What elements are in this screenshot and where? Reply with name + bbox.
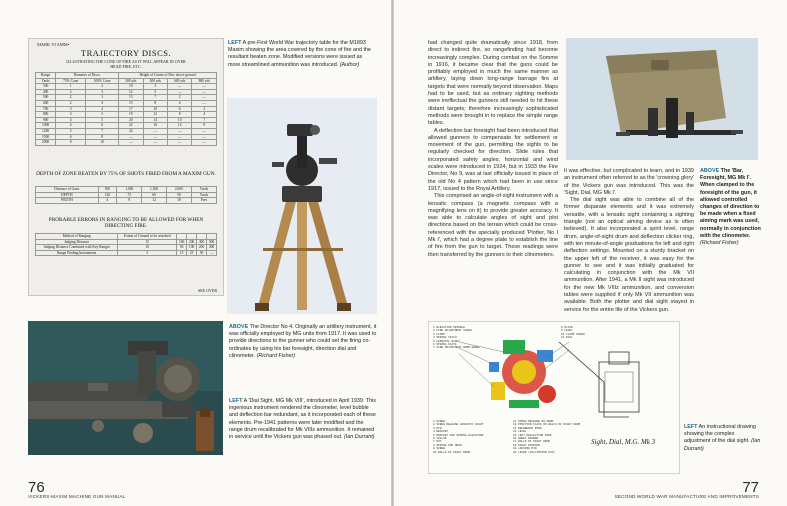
caption-lead: LEFT <box>229 398 243 404</box>
table-cell: Yards <box>191 187 216 193</box>
legend-item: 9 SCREW <box>433 447 445 451</box>
legend-item: 5 BRACKET FOR SPRING ELEVATION <box>433 433 484 437</box>
legend-item: 7 FINE ADJUSTMENT WORM WHEEL <box>433 346 480 350</box>
col-head: Yards <box>36 78 56 84</box>
col-head: 300 yds <box>119 78 143 84</box>
table-cell: 3 <box>56 106 86 112</box>
table-cell: 2 <box>56 100 86 106</box>
table-cell: — <box>143 140 167 146</box>
col-head: 800 yds <box>192 78 217 84</box>
legend-item: 19 LOCKING PIN <box>513 447 537 451</box>
table-cell: 1 <box>56 84 86 90</box>
table-cell: 50 <box>167 192 192 198</box>
table-cell: 12 <box>142 198 167 204</box>
director-photo <box>227 98 377 314</box>
legend-item: 5 LENSATIC SIGHT <box>433 339 460 343</box>
legend-item: 17 WALLS OF SIGHT DRUM <box>513 440 550 444</box>
table-cell: 500 <box>207 239 217 245</box>
table-cell: 1000 <box>36 123 56 129</box>
legend-item: 2 SCREW RELEASE LENSATIC SIGHT <box>433 423 484 427</box>
table-cell: 13 <box>119 95 143 101</box>
caption-lead: ABOVE <box>700 168 720 174</box>
table-cell: 5 <box>118 250 177 256</box>
table-cell: 60 <box>142 192 167 198</box>
legend-item: 7 NUT <box>433 440 442 444</box>
director-illustration <box>227 98 377 314</box>
table-cell: — <box>167 128 191 134</box>
table-cell: 4 <box>167 100 191 106</box>
legend-upper-left <box>433 326 480 350</box>
body-column-2 <box>564 168 694 314</box>
table-cell: 2 <box>167 95 191 101</box>
table-cell: 15 <box>177 250 187 256</box>
table-cell: DEPTH <box>36 192 99 198</box>
header-cell: Height of Centre of Disc above ground <box>119 73 217 79</box>
legend-item: 4 BRACKET <box>433 430 449 434</box>
table-cell: 3 <box>86 89 119 95</box>
table-cell: 700 <box>36 106 56 112</box>
caption-bar-foresight <box>700 168 762 247</box>
table-cell: 12 <box>167 123 191 129</box>
table-cell: 2 <box>86 84 119 90</box>
table-cell: 1,500 <box>142 187 167 193</box>
table-cell: 4 <box>56 117 86 123</box>
caption-credit: (Author) <box>339 61 360 68</box>
table-cell: 24 <box>119 128 143 134</box>
table-cell: 120 <box>98 192 117 198</box>
instructional-drawing <box>428 321 680 474</box>
col-head: 600 yds <box>167 78 191 84</box>
caption-credit: (Ian Durrant) <box>684 438 761 452</box>
table-cell: 4 <box>86 106 119 112</box>
table-cell: — <box>119 140 143 146</box>
legend-item: 3 PIN <box>433 426 442 430</box>
legend-item: 12 POSITION PLATE ON WALLS OF SIGHT DRUM <box>513 423 581 427</box>
table-cell: 8 <box>117 198 142 204</box>
table-cell: — <box>207 250 217 256</box>
table-cell: 2000 <box>36 140 56 146</box>
table-cell: 7 <box>86 128 119 134</box>
legend-item: 16 WHEEL WASHER <box>513 437 539 441</box>
page-number: 76 <box>28 479 45 496</box>
caption-director <box>229 324 377 360</box>
table-row <box>36 198 217 204</box>
table-cell: 15 <box>118 239 177 245</box>
legend-item: 15 LEFT DEFLECTION RING <box>513 433 552 437</box>
table-cell: 7 <box>143 95 167 101</box>
caption-text: A pre-First World War trajectory table for the M1893 Maxim showing the area covered by the cone of fire and the resultant beaten zone. Modified versions were issued as more streamlined ammunition was introduced. <box>228 40 371 68</box>
legend-item: 1 ELEVATION SPINDLE <box>433 326 465 329</box>
table-title: TRAJECTORY DISCS. <box>80 48 172 58</box>
see-over-label: SEE OVER <box>198 288 217 293</box>
legend-lower-left <box>433 420 483 454</box>
table-subtitle-1: ILLUSTRATING THE CONE OF FIRE AS IT WILL APPEAR IN OVER <box>66 59 186 64</box>
error-rows <box>36 234 217 256</box>
table-cell: 3 <box>86 95 119 101</box>
table-cell: 4 <box>98 198 117 204</box>
table-cell: 200 <box>187 239 197 245</box>
zone-section-title: DEPTH OF ZONE BEATEN BY 75% OF SHOTS FIRED FROM A MAXIM GUN. <box>36 171 216 177</box>
table-cell: 1200 <box>36 128 56 134</box>
legend-item: 10 WALLS OF SIGHT DRUM <box>433 450 470 454</box>
header-cell: Diameter of Discs. <box>56 73 119 79</box>
caption-lead: LEFT <box>684 424 698 430</box>
body-paragraph: The dial sight was able to combine all of the former disparate elements and it was extremely versatile, with a lensatic sight containing a sighting triangle (not an optical aiming device as is often believed). It also incorporated a spirit level, range drum, angle-of-sight drum and deflection clicker ring, with ten minute-of-angle graduations for left and right deflection settings. Mounted on a sturdy bracket on the upper left of the receiver, it was easy for the gunner to see and it was initially graduated for calculating in conjunction with the Mk VII ammunition. After 1941, a Mk II sight was introduced for the new Mk VIIIz ammunition, and conversion tables were supplied if only Mk VII ammunition was available. Both the plotter and dial sight stayed in service for the entire life of the Vickers gun. <box>564 197 694 313</box>
legend-item: 6 SPRING PLATE <box>433 343 457 347</box>
legend-upper-right <box>561 326 585 340</box>
table-cell: Judging Distance <box>36 239 118 245</box>
legend-item: 4 SPRING CATCH <box>433 336 457 340</box>
table-cell: 20 <box>119 117 143 123</box>
table-cell: 4 <box>56 123 86 129</box>
table-cell: 6 <box>56 134 86 140</box>
legend-item: 11 SCREW RELEASE ON DRUM <box>513 420 554 423</box>
table-cell: 4 <box>192 112 217 118</box>
running-title: SECOND WORLD WAR MANUFACTURE AND IMPROVEMENTS <box>614 494 759 499</box>
table-cell: WIDTH <box>36 198 99 204</box>
zone-rows <box>36 187 217 204</box>
legend-item: 13 REFERENCE RING <box>513 426 542 430</box>
table-cell: — <box>167 84 191 90</box>
table-cell: — <box>143 128 167 134</box>
table-cell: 25 <box>187 250 197 256</box>
caption-credit: (Richard Fisher) <box>700 240 739 247</box>
table-cell: 10 <box>86 140 119 146</box>
table-cell: 10 <box>119 84 143 90</box>
table-cell: 8 <box>143 100 167 106</box>
table-cell: 16 <box>143 123 167 129</box>
left-page <box>0 0 391 506</box>
table-cell: 2 <box>56 89 86 95</box>
body-paragraph: had changed quite dramatically since 1918, from direct to indirect fire, so rangefinding had become increasingly complex. During combat on the Somme in 1916, it became clear that the guns could be profitably employed in much the same manner as artillery, laying down long-range barrage fire at targets that were normally beyond observation. Maps had to be used, but as ordinary sighting methods were ineffectual the gunners still needed to hit these distant targets; therefore increasingly sophisticated methods were brought in to replace the simple range tables. <box>428 40 558 127</box>
table-cell: Method of Ranging <box>36 234 118 240</box>
table-cell: 2,000 <box>167 187 192 193</box>
table-cell: 8 <box>167 112 191 118</box>
caption-dial-sight <box>229 398 377 441</box>
table-cell: — <box>167 140 191 146</box>
table-cell: 5 <box>56 128 86 134</box>
table-cell: 10 <box>118 245 177 251</box>
legend-item: 1 SCREW <box>433 420 445 423</box>
caption-lead: ABOVE <box>229 324 249 330</box>
legend-item: 18 SIGHT POINTER <box>513 443 540 447</box>
bar-foresight-illustration <box>566 38 758 160</box>
table-cell: — <box>192 95 217 101</box>
table-cell: — <box>192 84 217 90</box>
caption-lead: LEFT <box>228 40 242 46</box>
table-cell: Feet <box>191 198 216 204</box>
table-cell: Extent of Ground to be searched <box>118 234 177 240</box>
table-cell: 7 <box>192 117 217 123</box>
page-number: 77 <box>742 479 759 496</box>
table-cell: 300 <box>207 245 217 251</box>
table-cell: 50 <box>197 250 207 256</box>
errors-table <box>35 233 217 256</box>
table-cell: 200 <box>197 245 207 251</box>
legend-item: 8 PLATE <box>561 326 573 329</box>
body-column-1 <box>428 40 558 259</box>
table-cell: 3 <box>56 112 86 118</box>
drawing-stamp: Sight, Dial, M.G. Mk 3 <box>591 438 656 446</box>
table-cell: 18 <box>167 198 192 204</box>
table-cell: 19 <box>119 112 143 118</box>
table-cell: 12 <box>143 112 167 118</box>
table-cell: — <box>192 100 217 106</box>
legend-item: 8 SPRING FOR DRUM <box>433 443 462 447</box>
right-page <box>394 0 787 506</box>
table-cell: 600 <box>36 100 56 106</box>
table-cell: 5 <box>86 117 119 123</box>
legend-item: 10 CLAMP SCREW <box>561 332 585 336</box>
table-cell: 10 <box>167 117 191 123</box>
table-cell: Range Finding Instruments <box>36 250 118 256</box>
caption-text: An instructional drawing showing the complex adjustment of the dial sight. <box>684 424 756 445</box>
table-row <box>36 250 217 256</box>
table-cell: 100 <box>177 239 187 245</box>
caption-text: The Director No 4. Originally an artillery instrument, it was officially employed by MG units from 1917. It was used to provide directions to the gunner who could set the firing co-ordinates by using his bar foresight, direction dial and clinometer. <box>229 324 377 359</box>
caption-trajectory <box>228 40 374 69</box>
table-cell: 14 <box>143 117 167 123</box>
trajectory-table-image <box>28 38 224 296</box>
dial-sight-photo <box>28 321 223 455</box>
zone-table <box>35 186 217 204</box>
stamp-label: MARK VI AMM• <box>37 42 70 47</box>
table-cell: 900 <box>36 117 56 123</box>
table-cell: 10 <box>143 106 167 112</box>
table-row <box>36 140 217 146</box>
table-cell: 8 <box>86 134 119 140</box>
table-cell: 75 <box>117 192 142 198</box>
table-cell: 22 <box>119 123 143 129</box>
table-cell: 3 <box>143 84 167 90</box>
legend-item: 2 FINE ADJUSTMENT SCREW <box>433 329 472 333</box>
table-cell: Judging Distance Combined with Key Ranges <box>36 245 118 251</box>
legend-item: 3 CLAMP <box>433 332 445 336</box>
table-cell: 1500 <box>36 134 56 140</box>
legend-item: 9 LEVEL <box>561 329 573 333</box>
caption-credit: (Ian Durrant) <box>343 434 375 441</box>
legend-item: 20 LEVER (COLLIMATOR PIN) <box>513 450 555 454</box>
table-cell: — <box>192 89 217 95</box>
bar-foresight-photo <box>566 38 758 160</box>
caption-text: The 'Bar, Foresight, MG Mk I'. When clamped to the foresight of the gun, it allowed controlled changes of direction to be made when a fixed aiming mark was used, normally in conjunction with the clinometer. <box>700 168 761 239</box>
table-cell: 15 <box>119 100 143 106</box>
header-cell: Range <box>36 73 56 79</box>
table-cell: 400 <box>36 89 56 95</box>
table-cell: 5 <box>86 112 119 118</box>
table-cell: 5 <box>143 89 167 95</box>
table-cell: — <box>192 134 217 140</box>
table-subtitle-2: HEAD FIRE, ETC. <box>110 64 142 69</box>
col-head: 400 yds <box>143 78 167 84</box>
trajectory-rows <box>36 84 217 146</box>
legend-item: 6 COLLAR <box>433 437 447 441</box>
caption-text: A 'Dial Sight, MG Mk VIII', introduced in April 1939. This ingenious instrument rendered the clinometer, level bubble and deflection bar redundant, as it incorporated each of these elements. Pre-1941 patterns were later modified and the range drum recalibrated for Mk VIIIz ammunition. It remained in service until the Vickers gun was phased out. <box>229 398 376 441</box>
legend-item: 11 DIAL <box>561 336 573 340</box>
table-cell: — <box>119 134 143 140</box>
table-cell: 400 <box>197 239 207 245</box>
table-cell: 2 <box>56 95 86 101</box>
table-cell: 100 <box>187 245 197 251</box>
table-cell: 6 <box>167 106 191 112</box>
table-cell: 8 <box>56 140 86 146</box>
table-cell: 300 <box>36 84 56 90</box>
col-head: 100% Cone <box>86 78 119 84</box>
table-cell: 9 <box>192 123 217 129</box>
table-cell: Distance of Guns <box>36 187 99 193</box>
table-cell: — <box>192 128 217 134</box>
running-title: VICKERS-MAXIM MACHINE GUN MANUAL <box>28 494 126 499</box>
caption-credit: (Richard Fisher) <box>256 352 296 359</box>
table-cell: — <box>167 89 191 95</box>
errors-section-title: PROBABLE ERRORS IN RANGING TO BE ALLOWED FOR WHEN DIRECTING FIRE. <box>48 217 204 229</box>
table-cell: 50 <box>177 245 187 251</box>
col-head: 75% Cone <box>56 78 86 84</box>
table-cell: Yards <box>191 192 216 198</box>
table-cell: 4 <box>86 100 119 106</box>
dial-sight-illustration <box>28 321 223 455</box>
table-cell: 500 <box>36 95 56 101</box>
legend-item: 14 LEVEL <box>513 430 527 434</box>
legend-lower-right <box>513 420 580 454</box>
trajectory-data-table <box>35 72 217 146</box>
table-cell: — <box>192 140 217 146</box>
table-cell: 2 <box>192 106 217 112</box>
table-cell: — <box>167 134 191 140</box>
caption-drawing <box>684 424 762 453</box>
body-paragraph: A deflection bar foresight had been introduced that allowed gunners to compensate for settlement or movement of the gun, permitting the sights to be regularly checked for direction. Slide rules that incorporated safety angles, horizontal and wind scales were introduced in 1924, but in 1933 the Fire Director, No 9, was at last officially issued in place of the old No 4 pattern which had been in use since 1917, issued to the Royal Artillery. <box>428 127 558 192</box>
table-cell: 6 <box>86 123 119 129</box>
body-paragraph: It was effective, but complicated to learn, and in 1939 an instrument often referred to as the 'crowning glory' of the Vickers gun was introduced. This was the 'Sight, Dial, MG Mk I'. <box>564 168 694 196</box>
table-cell: 1,000 <box>117 187 142 193</box>
table-cell: 500 <box>98 187 117 193</box>
table-cell: 800 <box>36 112 56 118</box>
table-cell: 17 <box>119 106 143 112</box>
body-paragraph: This comprised an angle-of-sight instrument with a lensatic compass (a magnetic compass with a magnifying lens on it) to provide greater accuracy. It was able to calculate angles of sight and plot directions based on the terrain which could be cross-referenced with the specially produced 'Plotter, No I Mk I', which had a degree plate to establish the line of fire from the gun to target. These readings were then transferred by the gunners to their clinometers. <box>428 193 558 258</box>
table-cell: — <box>143 134 167 140</box>
table-cell: 12 <box>119 89 143 95</box>
